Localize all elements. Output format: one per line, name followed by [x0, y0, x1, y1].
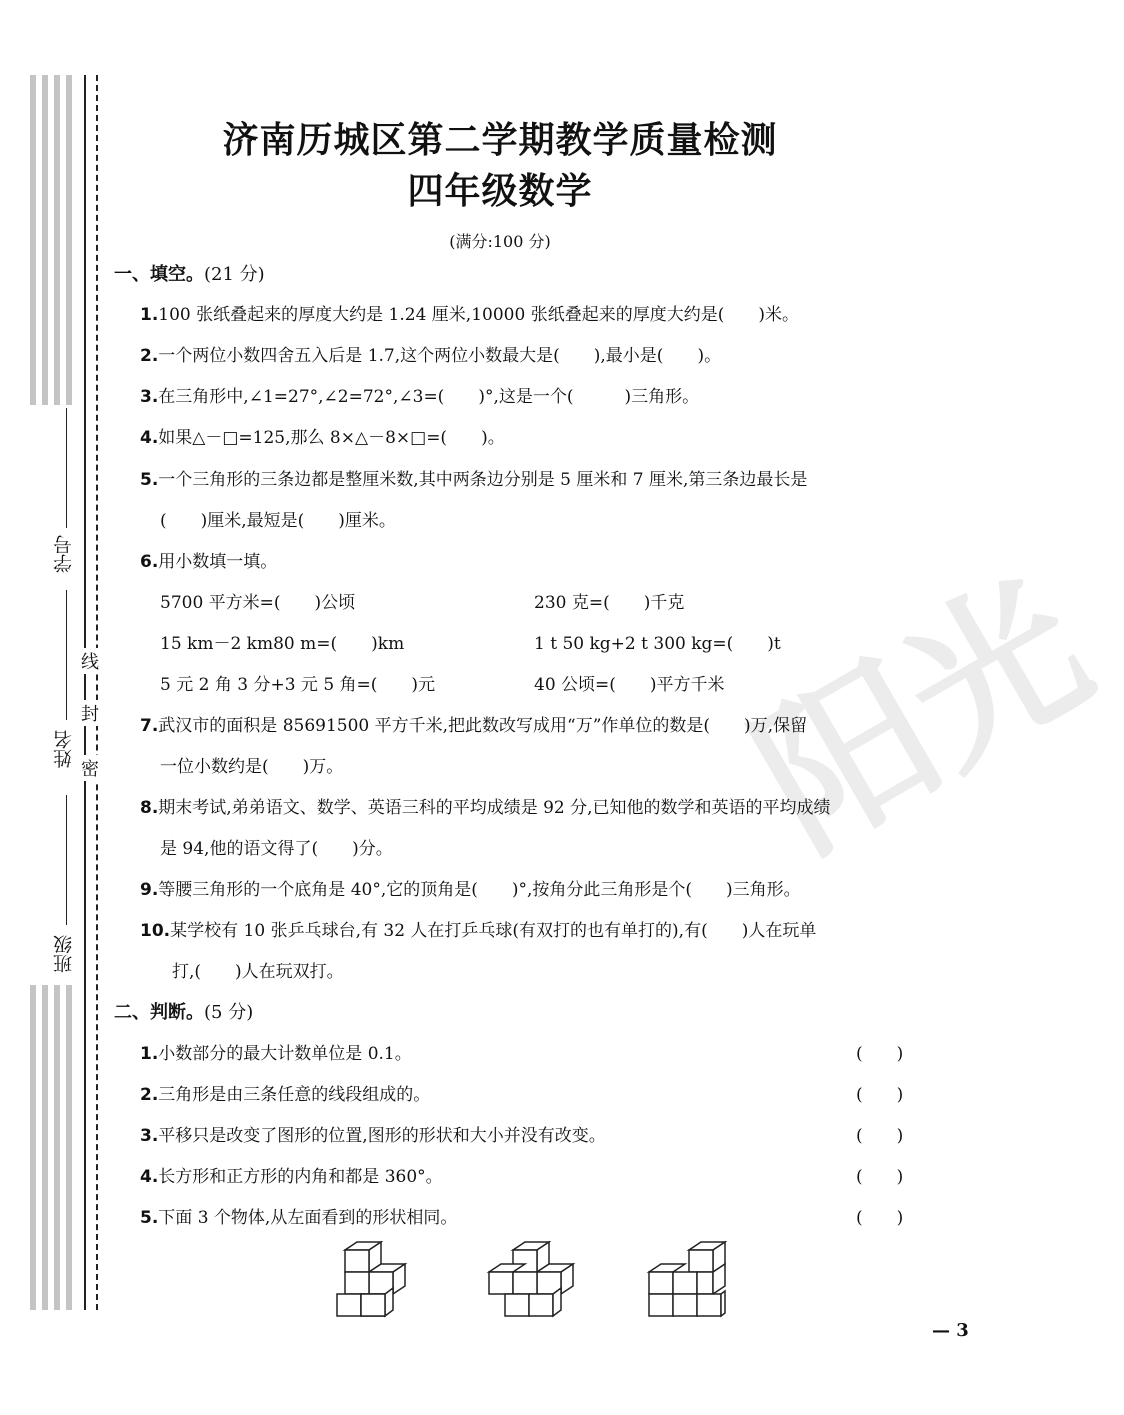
cube-figure-1: [325, 1240, 425, 1318]
question-number: 1.: [140, 305, 159, 325]
class-label: 班级: [53, 935, 75, 973]
question-1-8-cont: 是 94,他的语文得了( )分。: [160, 839, 393, 859]
question-text: 武汉市的面积是 85691500 平方千米,把此数改写成用“万”作单位的数是( )万,保留: [158, 716, 808, 736]
question-text: 期末考试,弟弟语文、数学、英语三科的平均成绩是 92 分,已知他的数学和英语的平均成绩: [158, 798, 831, 818]
question-number: 2.: [140, 346, 159, 366]
answer-paren-5[interactable]: ( ): [856, 1208, 904, 1228]
question-text: 100 张纸叠起来的厚度大约是 1.24 厘米,10000 张纸叠起来的厚度大约是( )米。: [158, 305, 799, 325]
question-1-7: [140, 711, 807, 736]
full-score: (满分:100 分): [449, 232, 551, 251]
page-number-value: 3: [956, 1320, 969, 1341]
class-underline: [66, 795, 67, 925]
section2-heading: [114, 998, 253, 1024]
seal-char-xian: 线: [78, 648, 102, 674]
section1-points: (21 分): [204, 264, 265, 285]
question-1-8: [140, 793, 831, 818]
question-2-3: [140, 1121, 606, 1146]
answer-paren-4[interactable]: ( ): [856, 1167, 904, 1187]
seal-char-feng: 封: [78, 700, 102, 726]
question-1-10-cont: 打,( )人在玩双打。: [172, 962, 344, 982]
question-1-3: [140, 382, 699, 407]
margin-dashed-line: [96, 75, 98, 1310]
question-number: 5.: [140, 470, 159, 490]
question-2-4: [140, 1162, 443, 1187]
section2-title: 二、判断。: [114, 1002, 204, 1023]
stripe-block-bottom: [30, 985, 78, 1310]
answer-paren-2[interactable]: ( ): [856, 1085, 904, 1105]
q6-item-3: 15 km－2 km80 m=( )km: [160, 634, 405, 654]
question-number: 5.: [140, 1208, 159, 1228]
q6-item-6: 40 公顷=( )平方千米: [534, 675, 725, 695]
seal-char-mi: 密: [78, 755, 102, 781]
question-text: 三角形是由三条任意的线段组成的。: [158, 1085, 431, 1105]
section1-title: 一、填空。: [114, 264, 204, 285]
question-text: 下面 3 个物体,从左面看到的形状相同。: [158, 1208, 458, 1228]
question-number: 3.: [140, 387, 159, 407]
question-number: 1.: [140, 1044, 159, 1064]
question-1-5-cont: ( )厘米,最短是( )厘米。: [160, 511, 396, 531]
question-1-1: [140, 300, 799, 325]
exam-subtitle: 四年级数学: [407, 170, 593, 212]
answer-paren-3[interactable]: ( ): [856, 1126, 904, 1146]
answer-paren-1[interactable]: ( ): [856, 1044, 904, 1064]
question-number: 8.: [140, 798, 159, 818]
question-1-6: [140, 547, 277, 572]
question-text: 在三角形中,∠1=27°,∠2=72°,∠3=( )°,这是一个( )三角形。: [158, 387, 700, 407]
question-1-4: [140, 423, 505, 448]
q6-item-5: 5 元 2 角 3 分+3 元 5 角=( )元: [160, 675, 436, 695]
question-number: 2.: [140, 1085, 159, 1105]
question-text: 用小数填一填。: [158, 552, 278, 572]
question-number: 10.: [140, 921, 171, 941]
question-text: 小数部分的最大计数单位是 0.1。: [158, 1044, 412, 1064]
q6-item-2: 230 克=( )千克: [534, 593, 685, 613]
section1-heading: [114, 260, 265, 286]
question-number: 7.: [140, 716, 159, 736]
question-2-1: [140, 1039, 412, 1064]
name-underline: [66, 590, 67, 720]
question-2-2: [140, 1080, 430, 1105]
question-1-9: [140, 875, 801, 900]
margin-solid-line: [84, 75, 86, 1310]
question-text: 长方形和正方形的内角和都是 360°。: [158, 1167, 443, 1187]
question-1-7-cont: 一位小数约是( )万。: [160, 757, 344, 777]
exam-title: 济南历城区第二学期教学质量检测: [222, 119, 778, 161]
cube-figure-2: [485, 1240, 585, 1318]
question-number: 4.: [140, 1167, 159, 1187]
question-text: 某学校有 10 张乒乓球台,有 32 人在打乒乓球(有双打的也有单打的),有( )人在玩单: [170, 921, 817, 941]
name-label: 姓名: [53, 730, 75, 768]
q6-item-1: 5700 平方米=( )公顷: [160, 593, 356, 613]
cube-figure-3: [645, 1240, 745, 1318]
question-1-10: [140, 916, 816, 941]
student-no-underline: [66, 408, 67, 528]
question-text: 平移只是改变了图形的位置,图形的形状和大小并没有改变。: [158, 1126, 606, 1146]
question-text: 一个两位小数四舍五入后是 1.7,这个两位小数最大是( ),最小是( )。: [158, 346, 722, 366]
question-1-2: [140, 341, 721, 366]
student-no-label: 学号: [53, 535, 75, 573]
section2-points: (5 分): [204, 1002, 254, 1023]
question-number: 6.: [140, 552, 159, 572]
question-2-5: [140, 1203, 457, 1228]
question-number: 4.: [140, 428, 159, 448]
question-number: 3.: [140, 1126, 159, 1146]
question-1-5: [140, 465, 807, 490]
question-text: 等腰三角形的一个底角是 40°,它的顶角是( )°,按角分此三角形是个( )三角形。: [158, 880, 801, 900]
watermark: 阳光: [726, 545, 1120, 887]
question-text: 一个三角形的三条边都是整厘米数,其中两条边分别是 5 厘米和 7 厘米,第三条边最长是: [158, 470, 808, 490]
q6-item-4: 1 t 50 kg+2 t 300 kg=( )t: [534, 634, 781, 654]
question-text: 如果△－□=125,那么 8×△－8×□=( )。: [158, 428, 505, 448]
page-number: — 3: [932, 1320, 969, 1341]
question-number: 9.: [140, 880, 159, 900]
